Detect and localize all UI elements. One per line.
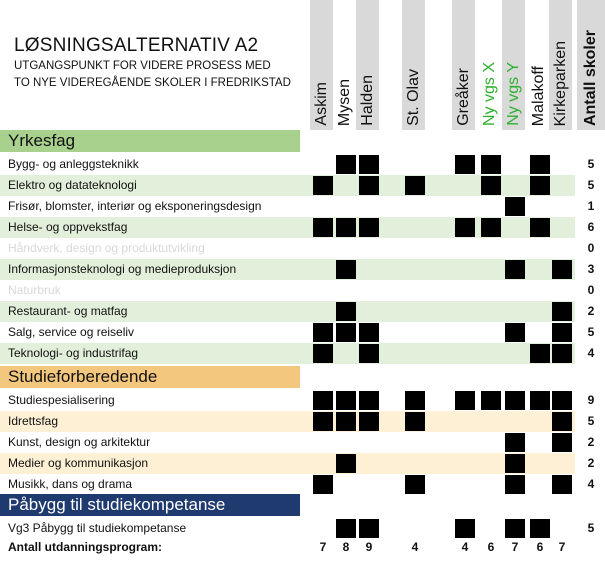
school-header-halden (356, 0, 379, 130)
table-row (0, 411, 575, 432)
chart-title: LØSNINGSALTERNATIV A2 (14, 35, 259, 56)
offer-mark (481, 176, 501, 195)
offer-mark (505, 475, 525, 494)
offer-mark (505, 323, 525, 342)
school-count: 5 (587, 157, 595, 171)
school-header-mysen (333, 0, 356, 130)
program-label: Elektro og datateknologi (8, 178, 137, 192)
section-header (0, 366, 300, 388)
count-column-header (577, 0, 605, 130)
program-total: 8 (342, 540, 350, 554)
program-label: Salg, service og reiseliv (8, 325, 135, 339)
program-total: 4 (411, 540, 419, 554)
offer-mark (359, 344, 379, 363)
offer-mark (455, 218, 475, 237)
program-label: Informasjonsteknologi og medieproduksjon (8, 262, 237, 276)
offer-mark (405, 475, 425, 494)
table-row (0, 453, 575, 474)
offer-mark (336, 218, 356, 237)
program-label: Frisør, blomster, interiør og eksponeringsdesign (8, 199, 262, 213)
program-total: 7 (511, 540, 519, 554)
table-row (0, 343, 575, 364)
school-label: St. Olav (404, 69, 422, 126)
offer-mark (336, 302, 356, 321)
school-label: Askim (312, 82, 330, 126)
offer-mark (336, 519, 356, 538)
offer-mark (313, 176, 333, 195)
table-row (0, 217, 575, 238)
school-count: 2 (587, 456, 595, 470)
program-total: 9 (365, 540, 373, 554)
table-row (0, 390, 575, 411)
table-row (0, 280, 575, 301)
offer-mark (359, 176, 379, 195)
offer-mark (481, 155, 501, 174)
section-label: Yrkesfag (8, 131, 76, 150)
table-row (0, 196, 575, 217)
table-row (0, 432, 575, 453)
offer-mark (530, 519, 550, 538)
offer-mark (481, 391, 501, 410)
offer-mark (505, 391, 525, 410)
offer-mark (313, 475, 333, 494)
school-count: 2 (587, 435, 595, 449)
count-column-label: Antall skoler (582, 29, 599, 126)
table-row (0, 154, 575, 175)
offer-mark (313, 412, 333, 431)
offer-mark (530, 155, 550, 174)
offer-mark (336, 412, 356, 431)
totals-label: Antall utdanningsprogram: (8, 540, 162, 554)
offer-mark (455, 155, 475, 174)
school-header-gre-ker (452, 0, 475, 130)
offer-mark (336, 323, 356, 342)
offer-mark (313, 218, 333, 237)
offer-mark (505, 454, 525, 473)
program-label: Medier og kommunikasjon (8, 456, 149, 470)
offer-mark (313, 391, 333, 410)
program-total: 4 (461, 540, 469, 554)
section-label: Studieforberedende (8, 367, 158, 386)
offer-mark (552, 260, 572, 279)
table-row (0, 238, 575, 259)
program-label: Musikk, dans og drama (8, 477, 133, 491)
program-total: 6 (536, 540, 544, 554)
subtitle-line-2: TO NYE VIDEREGÅENDE SKOLER I FREDRIKSTAD (14, 77, 291, 89)
program-label: Idrettsfag (8, 414, 59, 428)
section-header (0, 494, 300, 516)
school-count: 0 (587, 241, 595, 255)
school-label: Greåker (454, 68, 472, 126)
table-row (0, 301, 575, 322)
school-count: 9 (587, 393, 595, 407)
school-header-kirkeparken (549, 0, 572, 130)
school-header-st-olav (402, 0, 425, 130)
subtitle-line-1: UTGANGSPUNKT FOR VIDERE PROSESS MED (14, 60, 271, 72)
offer-mark (552, 412, 572, 431)
offer-mark (552, 475, 572, 494)
school-header-borg (379, 0, 402, 130)
table-row (0, 175, 575, 196)
school-count: 1 (587, 199, 595, 213)
section-label: Påbygg til studiekompetanse (8, 495, 226, 514)
chart-subtitle (14, 58, 291, 92)
program-total: 7 (319, 540, 327, 554)
offer-mark (530, 344, 550, 363)
offer-mark (455, 391, 475, 410)
school-label: Ny vgs X (480, 61, 498, 126)
offer-mark (552, 323, 572, 342)
offer-mark (405, 176, 425, 195)
table-row (0, 322, 575, 343)
offer-mark (313, 323, 333, 342)
section-header (0, 130, 300, 152)
offer-mark (336, 391, 356, 410)
offer-mark (313, 344, 333, 363)
program-label: Håndverk, design og produktutvikling (8, 241, 205, 255)
school-count: 5 (587, 521, 595, 535)
offer-mark (530, 218, 550, 237)
offer-mark (336, 454, 356, 473)
offer-mark (359, 412, 379, 431)
table-row (0, 259, 575, 280)
table-row (0, 518, 575, 539)
program-label: Helse- og oppvekstfag (8, 220, 128, 234)
offer-mark (359, 519, 379, 538)
offer-mark (336, 260, 356, 279)
school-count: 4 (587, 477, 595, 491)
school-count: 5 (587, 325, 595, 339)
school-header-ny-vgs-y (502, 0, 525, 130)
offer-mark (505, 519, 525, 538)
school-count: 0 (587, 283, 595, 297)
school-count: 5 (587, 414, 595, 428)
offer-mark (530, 176, 550, 195)
school-count: 6 (587, 220, 595, 234)
offer-mark (359, 323, 379, 342)
offer-mark (359, 155, 379, 174)
offer-mark (552, 391, 572, 410)
school-count: 3 (587, 262, 595, 276)
offer-mark (336, 155, 356, 174)
program-label: Bygg- og anleggsteknikk (8, 157, 139, 171)
offer-mark (505, 197, 525, 216)
offer-mark (455, 519, 475, 538)
program-total: 6 (487, 540, 495, 554)
offer-mark (405, 412, 425, 431)
school-label: Ny vgs Y (504, 62, 522, 126)
program-label: Studiespesialisering (8, 393, 115, 407)
school-label: Kirkeparken (551, 40, 569, 126)
school-header-ny-vgs-x (478, 0, 501, 130)
program-label: Restaurant- og matfag (8, 304, 128, 318)
offer-mark (405, 391, 425, 410)
school-label: Kalnes (427, 77, 445, 126)
offer-mark (505, 260, 525, 279)
offer-mark (552, 433, 572, 452)
offer-mark (530, 391, 550, 410)
table-row (0, 474, 575, 495)
school-header-askim (310, 0, 333, 130)
school-label: Borg (381, 92, 399, 126)
offer-mark (359, 391, 379, 410)
school-label: Mysen (335, 78, 353, 126)
school-count: 5 (587, 178, 595, 192)
offer-mark (359, 218, 379, 237)
program-label: Naturbruk (8, 283, 61, 297)
school-header-malakoff (527, 0, 550, 130)
school-label: Malakoff (529, 65, 547, 126)
program-label: Teknologi- og industrifag (8, 346, 139, 360)
school-header-kalnes (425, 0, 448, 130)
program-label: Kunst, design og arkitektur (8, 435, 151, 449)
program-total: 7 (558, 540, 566, 554)
school-count: 4 (587, 346, 595, 360)
school-label: Halden (358, 75, 376, 126)
offer-mark (552, 302, 572, 321)
offer-mark (481, 218, 501, 237)
offer-mark (552, 344, 572, 363)
program-label: Vg3 Påbygg til studiekompetanse (8, 521, 187, 535)
school-count: 2 (587, 304, 595, 318)
offer-mark (505, 433, 525, 452)
